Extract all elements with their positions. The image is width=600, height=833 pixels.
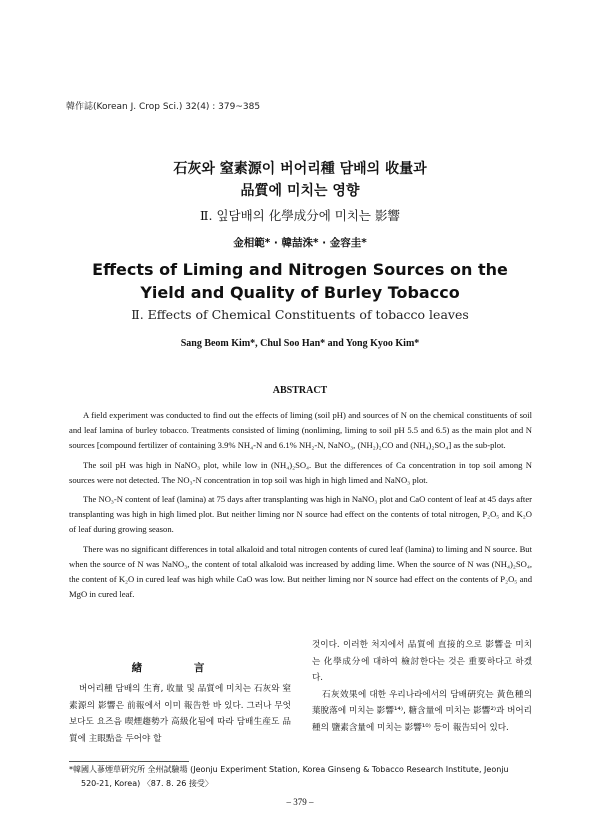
abstract-paragraph: The NO₃-N content of leaf (lamina) at 75 days after transplanting was high in NaNO₃ plot and CaO content of leaf at 45 days after transplanting was high in high limed plot. But neither liming nor N source had effect on the contents of total nitrogen, P₂O₅ and K₂O of leaf during growing season. — [69, 494, 532, 535]
intro-left-column — [69, 655, 291, 747]
intro-paragraph: 것이다. 이러한 처지에서 品質에 直接的으로 影響을 미치는 化學成分에 대하여 檢討한다는 것은 重要하다고 하겠다. — [312, 640, 532, 684]
footnote-line: *韓國人蔘煙草硏究所 全州試驗場 (Jeonju Experiment Station, Korea Ginseng & Tobacco Research Institute, Jeonju — [69, 765, 509, 774]
korean-authors: 金相範* · 韓喆洙* · 金容圭* — [233, 237, 367, 249]
korean-title-line1: 石灰와 窒素源이 버어리種 담배의 收量과 — [173, 161, 427, 177]
english-title-line2: Yield and Quality of Burley Tobacco — [140, 283, 460, 302]
abstract-paragraph: A field experiment was conducted to find out the effects of liming (soil pH) and sources of N on the chemical constituents of soil and leaf lamina of burley tobacco. Treatments consisted of liming (nonliming, liming to soil pH 5.5 and 6.5) as the main plot and N sources [compound fertilizer of containing 3.9% NH₄-N and 6.1% NH₂-N, NaNO₃, (NH₂)₂CO and (NH₄)₂SO₄] as the sub-plot. — [69, 410, 532, 451]
intro-paragraph: 石灰效果에 대한 우리나라에서의 담배硏究는 黃色種의 葉脫落에 미치는 影響¹⁴⁾, 糖含量에 미치는 影響²⁾과 버어리種의 鹽素含量에 미치는 影響¹⁰⁾ 등이 報告되어 있다. — [312, 689, 532, 733]
korean-title-line2: 品質에 미치는 영향 — [240, 183, 360, 199]
english-authors: Sang Beom Kim*, Chul Soo Han* and Yong Kyoo Kim* — [180, 338, 420, 349]
page-number: – 379 – — [286, 797, 314, 807]
intro-right-column — [312, 637, 532, 737]
english-title-line1: Effects of Liming and Nitrogen Sources on the — [92, 260, 508, 279]
affiliation-footnote — [69, 763, 532, 791]
intro-paragraph: 버어리種 담배의 生育, 收量 및 品質에 미치는 石灰와 窒素源의 影響은 前報에서 이미 報告한 바 있다. 그러나 무엇보다도 요즈음 喫煙趨勢가 高級化됨에 따라 담배生産도 品質에 主眼點을 두어야 할 — [69, 684, 291, 744]
footnote-divider — [69, 761, 189, 762]
abstract-heading: ABSTRACT — [272, 385, 328, 396]
journal-citation: 韓作誌(Korean J. Crop Sci.) 32(4) : 379~385 — [66, 102, 261, 112]
intro-heading: 緖 言 — [131, 662, 229, 674]
korean-subtitle: Ⅱ. 잎담배의 化學成分에 미치는 影響 — [200, 208, 400, 223]
abstract-body — [69, 408, 532, 606]
footnote-line: 520-21, Korea) 〈87. 8. 26 接受〉 — [81, 779, 213, 788]
abstract-paragraph: The soil pH was high in NaNO₃ plot, while low in (NH₄)₂SO₄. But the differences of Ca concentration in top soil among N sources were not detected. The NO₃-N concentration in top soil was high in high limed and NaNO₃ plot. — [69, 459, 532, 485]
english-subtitle: Ⅱ. Effects of Chemical Constituents of tobacco leaves — [131, 307, 469, 322]
abstract-paragraph: There was no significant differences in total alkaloid and total nitrogen contents of cured leaf (lamina) to liming and N source. But when the source of N was NaNO₃, the content of total alkaloid was increased by adding lime. When the source of N was (NH₄)₂SO₄, the content of K₂O in cured leaf was high while CaO was low. But neither liming nor N source had effect on the contents of P₂O₅ and MgO in cured leaf. — [69, 543, 532, 600]
